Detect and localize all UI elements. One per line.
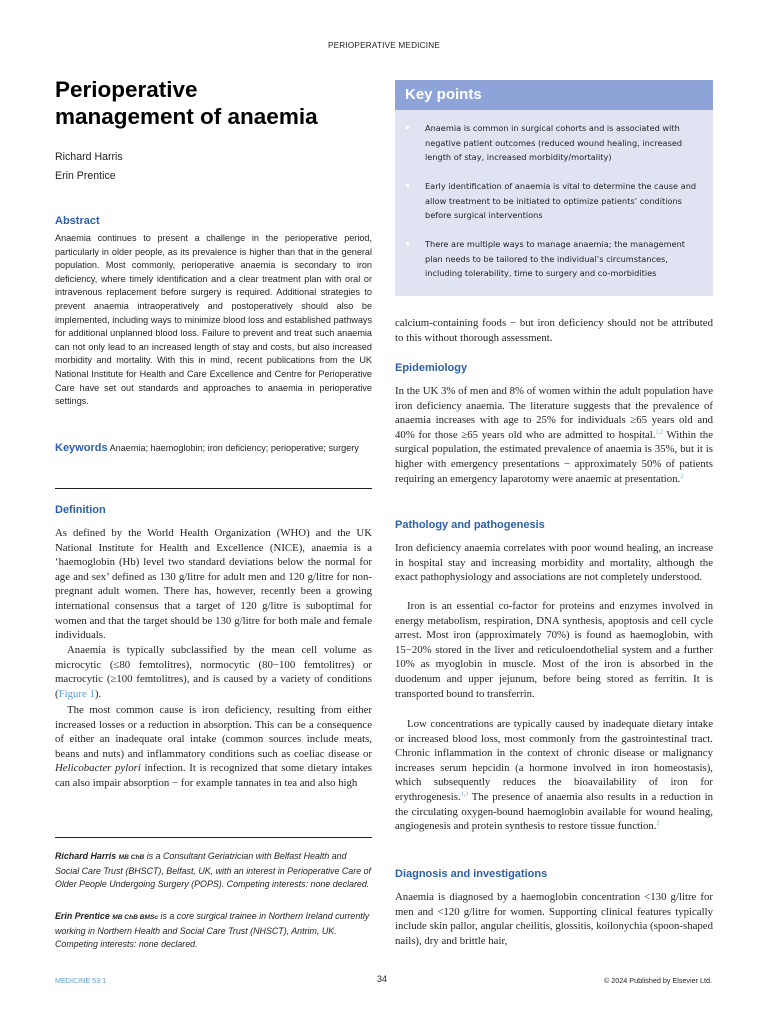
species-name: Helicobacter pylori <box>55 762 141 775</box>
title-line-2: management of anaemia <box>55 104 318 129</box>
author-bio-2 <box>55 910 372 951</box>
bio-1-degrees: MB ChB <box>118 854 145 861</box>
key-point-1 <box>425 121 701 165</box>
keywords-label: Keywords <box>55 442 108 454</box>
diagnosis-paragraph: Anaemia is diagnosed by a haemoglobin concentration <130 g/litre for men and <120 g/litre for women. Supporting clinical features typically include skin pallor, angular cheilitis, glossitis, koilonychia (spoon-shaped nails), dry and brittle hair, <box>395 891 713 947</box>
reference-1-3[interactable]: 1,3 <box>460 791 469 798</box>
pathology-paragraph-1: Iron deficiency anaemia correlates with poor wound healing, an increase in hospital stay and increasing morbidity and mortality, although the exact pathophysiology and associations are not completely understood. <box>395 542 713 584</box>
author-2: Erin Prentice <box>55 170 116 182</box>
key-point-3-text: There are multiple ways to manage anaemia; the management plan needs to be tailored to the individual’s circumstances, including tolerability, time to surgery and co-morbidities <box>425 239 685 278</box>
abstract-heading: Abstract <box>55 215 100 227</box>
section-divider <box>55 488 372 489</box>
definition-paragraph-3 <box>55 703 372 791</box>
key-point-1-text: Anaemia is common in surgical cohorts and is associated with negative patient outcomes (reduced wound healing, increased length of stay, increased morbidity/mortality) <box>425 123 683 162</box>
keywords <box>55 441 372 455</box>
keywords-text: Anaemia; haemoglobin; iron deficiency; perioperative; surgery <box>109 443 359 453</box>
abstract-text: Anaemia continues to present a challenge in the perioperative period, particularly in older people, as its prevalence is higher than that in the general population. Most commonly, perioperative anaemia is secondary to iron deficiency, where timely identification and a clear treatment plan with oral or intravenous replacement before surgery is required. Additional strategies to prevent anaemia intraoperatively and postoperatively should also be implemented, including ways to minimize blood loss and established pathways for additional unplanned blood loss. Failure to prevent and treat such anaemia can not only lead to an increased length of stay and costs, but also increased morbidity and mortality. With this in mind, recent publications from the UK National Institute for Health and Care Excellence and Centre for Perioperative Care have set out standards and approaches to anaemia in perioperative settings. <box>55 233 372 407</box>
definition-paragraph-3-text: The most common cause is iron deficiency, resulting from either increased losses or a reduction in absorption. This can be a consequence of either an inadequate oral intake (common sources include meats, beans and nuts) and inflammatory conditions such as coeliac disease or <box>55 704 372 760</box>
epidemiology-paragraph <box>395 384 713 486</box>
bullet-icon <box>406 242 409 245</box>
epidemiology-text-2: Within the surgical population, the estimated prevalence of anaemia is 35%, but it is higher with emergency presentations − approximately 50% of patients requiring an emergency laparotomy were anaemic at presentation. <box>395 428 713 485</box>
bullet-icon <box>406 126 409 129</box>
page-number: 34 <box>377 974 388 984</box>
author-bio-1 <box>55 850 372 891</box>
diagnosis-heading: Diagnosis and investigations <box>395 868 548 880</box>
definition-heading: Definition <box>55 504 106 516</box>
author-1: Richard Harris <box>55 151 123 163</box>
pathology-paragraph-3 <box>395 717 713 834</box>
pathology-text-3b: The presence of anaemia also results in a reduction in the circulating oxygen-bound haemoglobin available for wound healing, angiogenesis and protein synthesis to restore tissue function. <box>395 790 713 833</box>
key-points-heading: Key points <box>395 80 713 110</box>
article-title <box>55 76 375 130</box>
bio-1-name: Richard Harris <box>55 851 117 861</box>
pathology-heading: Pathology and pathogenesis <box>395 519 545 531</box>
definition-paragraph-2-end: ). <box>94 687 102 700</box>
definition-paragraph-2-text: Anaemia is typically subclassified by the mean cell volume as microcytic (≤80 femtolitres), normocytic (80−100 femtolitres) or macrocytic (≥100 femtolitres), and is caused by a variety of conditions ( <box>55 644 372 700</box>
journal-citation: MEDICINE 53:1 <box>55 976 107 985</box>
epidemiology-text-1: In the UK 3% of men and 8% of women within the adult population have iron deficiency anaemia. The literature suggests that the prevalence of anaemia increases with age to 25% for individuals ≥65 years old and 40% for those ≥65 years old who are admitted to hospital. <box>395 385 713 441</box>
pathology-paragraph-2: Iron is an essential co-factor for proteins and enzymes involved in energy metabolism, respiration, DNA synthesis, apoptosis and cell cycle arrest. Most iron (approximately 70%) is found as haemoglobin, with 15−20% stored in the liver and reticuloendothelial system and a further 10% as myoglobin in muscle. Most of the iron is absorbed in the duodenum and upper jejunum, before being stored as ferritin. It is transported bound to transferrin. <box>395 600 713 700</box>
bio-2-name: Erin Prentice <box>55 911 110 921</box>
continued-paragraph: calcium-containing foods − but iron deficiency should not be attributed to this without thorough assessment. <box>395 317 713 344</box>
bio-1-text: is a Consultant Geriatrician with Belfast Health and Social Care Trust (BHSCT), Belfast, UK, with an interest in Perioperative Care of Older People Undergoing Surgery (POPS). Competing interests: none declared. <box>55 851 371 889</box>
epidemiology-heading: Epidemiology <box>395 362 468 374</box>
key-point-2-text: Early identification of anaemia is vital to determine the cause and allow treatment to be initiated to optimize patients’ conditions before surgical interventions <box>425 181 697 220</box>
copyright: © 2024 Published by Elsevier Ltd. <box>604 976 712 985</box>
bio-2-degrees: MB ChB BMSc <box>112 914 159 921</box>
reference-2b[interactable]: 2 <box>656 820 660 827</box>
definition-paragraph-1: As defined by the World Health Organization (WHO) and the UK National Institute for Health and Excellence (NICE), anaemia is a ‘haemoglobin (Hb) level two standard deviations below the normal for age and sex’ defined as 130 g/litre for adult men and 120 g/litre for non-pregnant adult women. There has, however, recently been a growing international consensus that a target of 120 g/litre is suboptimal for women and that the target should be 130 g/litre for both male and female individuals. <box>55 527 372 642</box>
reference-2[interactable]: 2 <box>680 472 684 479</box>
key-point-3 <box>425 237 701 281</box>
bullet-icon <box>406 184 409 187</box>
bio-2-text: is a core surgical trainee in Northern Ireland currently working in Northern Health and Social Care Trust (NHSCT), Antrim, UK. Competing interests: none declared. <box>55 911 370 949</box>
definition-paragraph-3-end: infection. It is recognized that some dietary intakes can also impair absorption − for example tannates in tea and also high <box>55 762 372 789</box>
reference-1-2[interactable]: 1,2 <box>655 429 663 436</box>
key-points-box <box>395 80 713 296</box>
bio-divider <box>55 837 372 838</box>
figure-1-link[interactable]: Figure 1 <box>58 687 95 700</box>
title-line-1: Perioperative <box>55 77 198 102</box>
definition-paragraph-2 <box>55 643 372 701</box>
running-head: PERIOPERATIVE MEDICINE <box>327 41 441 50</box>
key-point-2 <box>425 179 701 223</box>
pathology-text-3a: Low concentrations are typically caused by inadequate dietary intake or increased blood loss, most commonly from the gastrointestinal tract. Chronic inflammation in the context of chronic disease or malignancy increases serum hepcidin (a hormone involved in iron homeostasis), which subsequently reduces the bioavailability of iron for erythrogenesis. <box>395 718 713 803</box>
